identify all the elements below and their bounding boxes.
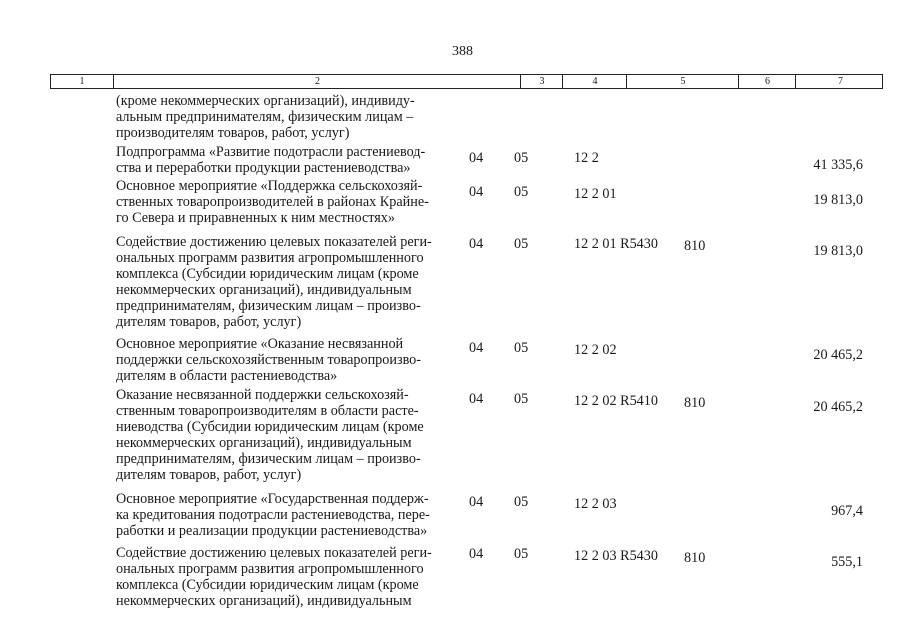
row-description: Подпрограмма «Развитие подотрасли растениевод- ства и переработки продукции растениеводства» [116,144,426,176]
page-number: 388 [452,44,473,59]
row-col4: 05 [514,494,529,510]
row-col6: 810 [684,395,706,411]
row-col4: 05 [514,150,529,166]
row-col3: 04 [469,150,484,166]
row-col6: 810 [684,238,706,254]
row-col3: 04 [469,184,484,200]
header-col-3: 3 [520,75,563,88]
row-col4: 05 [514,546,529,562]
header-col-6: 6 [738,75,796,88]
row-col6: 810 [684,550,706,566]
row-amount: 555,1 [831,554,863,570]
row-description: (кроме некоммерческих организаций), индивиду- альным предпринимателям, физическим лицам – производителям товаров, работ, услуг) [116,93,415,141]
row-description: Основное мероприятие «Поддержка сельскохозяй- ственных товаропроизводителей в районах Крайне- го Севера и приравненных к ним местностях» [116,178,429,226]
row-col3: 04 [469,236,484,252]
row-description: Содействие достижению целевых показателей реги- ональных программ развития агропромышленного комплекса (Субсидии юридическим лицам (кроме некоммерческих организаций), индивидуальным [116,545,432,609]
row-col3: 04 [469,546,484,562]
row-col5: 12 2 [574,150,599,166]
row-col4: 05 [514,391,529,407]
row-col5: 12 2 01 R5430 [574,236,658,252]
row-col5: 12 2 03 R5430 [574,548,658,564]
row-col5: 12 2 02 R5410 [574,393,658,409]
row-description: Основное мероприятие «Оказание несвязанной поддержки сельскохозяйственным товаропроизво- дителям в области растениеводства» [116,336,421,384]
header-col-7: 7 [795,75,885,88]
row-col4: 05 [514,184,529,200]
row-description: Содействие достижению целевых показателей реги- ональных программ развития агропромышленного комплекса (Субсидии юридическим лицам (кроме некоммерческих организаций), индивидуальным предпринимателям, физическим лицам – произво- дителям товаров, работ, услуг) [116,234,432,330]
header-col-2: 2 [113,75,521,88]
row-amount: 20 465,2 [813,347,863,363]
row-description: Оказание несвязанной поддержки сельскохозяй- ственным товаропроизводителям в области расте- ниеводства (Субсидии юридическим лицам (кроме некоммерческих организаций), индивидуальным предпринимателям, физическим лицам – произво- дителям товаров, работ, услуг) [116,387,424,483]
row-amount: 19 813,0 [813,243,863,259]
header-col-5: 5 [626,75,739,88]
row-description: Основное мероприятие «Государственная поддерж- ка кредитования подотрасли растениеводства, пере- работки и реализации продукции растениеводства» [116,491,430,539]
row-col3: 04 [469,340,484,356]
row-col3: 04 [469,494,484,510]
table-header [50,74,883,89]
row-amount: 41 335,6 [813,157,863,173]
row-col4: 05 [514,340,529,356]
row-col5: 12 2 02 [574,342,617,358]
row-col3: 04 [469,391,484,407]
row-amount: 19 813,0 [813,192,863,208]
header-col-1: 1 [79,76,85,87]
row-amount: 967,4 [831,503,863,519]
row-amount: 20 465,2 [813,399,863,415]
row-col4: 05 [514,236,529,252]
row-col5: 12 2 03 [574,496,617,512]
row-col5: 12 2 01 [574,186,617,202]
header-col-4: 4 [562,75,627,88]
